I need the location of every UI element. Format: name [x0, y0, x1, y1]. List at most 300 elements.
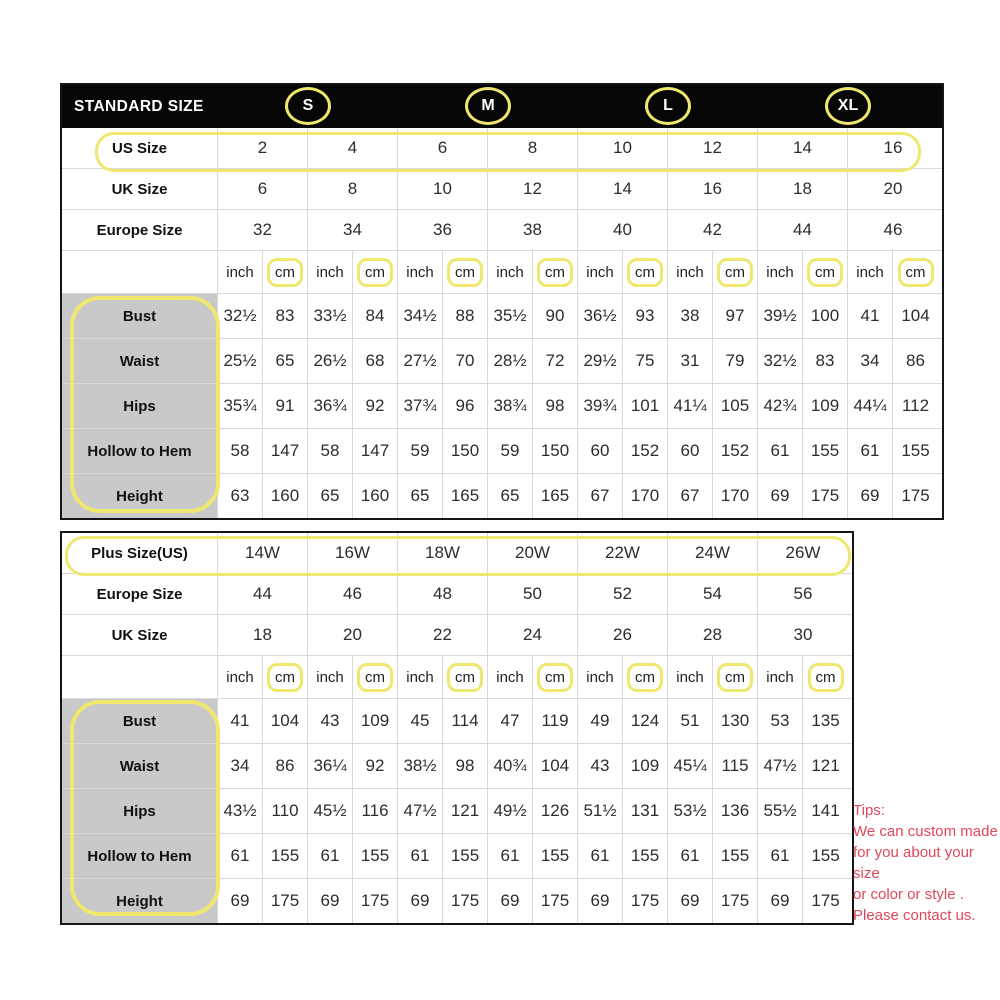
cm-unit-cell: [263, 251, 308, 293]
measurement-value-cell: 116: [353, 789, 398, 833]
inch-label: inch: [406, 263, 434, 281]
measurement-value-cell: 69: [308, 879, 353, 923]
measurement-value-cell: 47: [488, 699, 533, 743]
measurement-value-cell: 124: [623, 699, 668, 743]
inch-label: inch: [676, 668, 704, 686]
size-row: [62, 168, 942, 209]
unit-row-label: [62, 251, 218, 293]
size-value-cell: 10: [398, 169, 488, 209]
measurement-value-cell: 59: [488, 429, 533, 473]
size-letter-highlight-circle: [645, 87, 691, 125]
size-value-cell: 18W: [398, 533, 488, 573]
cm-unit-cell: [803, 251, 848, 293]
tips-line: or color or style .: [853, 886, 964, 903]
measurement-row: [62, 338, 942, 383]
measurement-value-cell: 155: [443, 834, 488, 878]
size-value-cell: 46: [308, 574, 398, 614]
standard-size-title: STANDARD SIZE: [74, 97, 204, 115]
measurement-value-cell: 109: [353, 699, 398, 743]
size-row-label: Europe Size: [62, 210, 218, 250]
cm-label-highlighted: cm: [447, 663, 483, 692]
cm-label-highlighted: cm: [807, 258, 843, 287]
inch-unit-cell: [308, 251, 353, 293]
measurement-value-cell: 86: [906, 351, 925, 370]
inch-label: inch: [406, 668, 434, 686]
measurement-value-cell: 39½: [758, 294, 803, 338]
measurement-value-cell: 152: [623, 429, 668, 473]
measurement-value-cell: 88: [443, 294, 488, 338]
measurement-value-cell: 65: [263, 339, 308, 383]
size-value-cell: 56: [793, 584, 813, 603]
measurement-value-cell: 60: [668, 429, 713, 473]
inch-label: inch: [316, 263, 344, 281]
size-value-cell: 48: [398, 574, 488, 614]
measurement-value-cell: 65: [398, 474, 443, 518]
plus-size-table: [60, 531, 854, 925]
size-letter-highlight-circle: [285, 87, 331, 125]
measurement-value-cell: 175: [901, 486, 930, 505]
measurement-value-cell: 104: [533, 744, 578, 788]
measurement-value-cell: 34: [218, 744, 263, 788]
size-value-cell: 26W: [785, 543, 821, 562]
measurement-row: [62, 293, 942, 338]
measurement-value-cell: 98: [533, 384, 578, 428]
cm-label-highlighted: cm: [627, 258, 663, 287]
tips-line: We can custom made: [853, 823, 998, 840]
inch-unit-cell: [398, 251, 443, 293]
cm-label-highlighted: cm: [717, 663, 753, 692]
measurement-value-cell: 92: [353, 744, 398, 788]
cm-label-highlighted: cm: [267, 663, 303, 692]
measurement-value-cell: 41: [218, 699, 263, 743]
size-row: [62, 209, 942, 250]
size-value-cell: 8: [488, 128, 578, 168]
standard-size-header: [62, 85, 942, 128]
measurement-value-cell: 35½: [488, 294, 533, 338]
inch-label: inch: [226, 668, 254, 686]
measurement-value-cell: 72: [533, 339, 578, 383]
size-value-cell: 20: [883, 179, 903, 198]
size-value-cell: 54: [668, 574, 758, 614]
measurement-row: [62, 788, 852, 833]
unit-header-row: [62, 655, 852, 698]
measurement-row-label: Hips: [62, 384, 218, 428]
measurement-value-cell: 136: [713, 789, 758, 833]
measurement-value-cell: 69: [848, 474, 893, 518]
inch-unit-cell: [578, 656, 623, 698]
size-value-cell: 22W: [578, 533, 668, 573]
cm-unit-cell: [263, 656, 308, 698]
measurement-row-label: Waist: [62, 744, 218, 788]
measurement-row-label: Bust: [62, 294, 218, 338]
cm-unit-cell: [533, 251, 578, 293]
measurement-row: [62, 698, 852, 743]
measurement-row-label: Bust: [62, 699, 218, 743]
measurement-value-cell: 135: [811, 711, 840, 730]
measurement-value-cell: 53½: [668, 789, 713, 833]
cm-label-highlighted: cm: [627, 663, 663, 692]
measurement-value-cell: 160: [263, 474, 308, 518]
measurement-value-cell: 147: [353, 429, 398, 473]
size-value-cell: 16W: [308, 533, 398, 573]
size-value-cell: 18: [218, 615, 308, 655]
measurement-value-cell: 110: [263, 789, 308, 833]
measurement-value-cell: 49½: [488, 789, 533, 833]
standard-size-table: [60, 83, 944, 520]
measurement-value-cell: 59: [398, 429, 443, 473]
measurement-value-cell: 131: [623, 789, 668, 833]
measurement-value-cell: 42¾: [758, 384, 803, 428]
cm-unit-cell: [893, 251, 938, 293]
cm-label-highlighted: cm: [717, 258, 753, 287]
measurement-value-cell: 98: [443, 744, 488, 788]
measurement-value-cell: 35¾: [218, 384, 263, 428]
measurement-value-cell: 61: [308, 834, 353, 878]
measurement-value-cell: 155: [811, 846, 840, 865]
size-value-cell: 36: [398, 210, 488, 250]
measurement-row: [62, 878, 852, 923]
size-value-cell: 28: [668, 615, 758, 655]
size-value-cell: 14: [578, 169, 668, 209]
measurement-value-cell: 38½: [398, 744, 443, 788]
tips-note: [853, 800, 1000, 926]
inch-unit-cell: [218, 251, 263, 293]
measurement-value-cell: 68: [353, 339, 398, 383]
size-value-cell: 16: [883, 138, 903, 157]
size-row-label: Europe Size: [62, 574, 218, 614]
measurement-row-label: Hips: [62, 789, 218, 833]
measurement-value-cell: 53: [758, 699, 803, 743]
measurement-row-label: Height: [62, 879, 218, 923]
inch-unit-cell: [578, 251, 623, 293]
measurement-value-cell: 61: [578, 834, 623, 878]
measurement-value-cell: 121: [443, 789, 488, 833]
size-value-cell: 20: [308, 615, 398, 655]
cm-label-highlighted: cm: [357, 258, 393, 287]
inch-label: inch: [226, 263, 254, 281]
measurement-value-cell: 155: [263, 834, 308, 878]
cm-unit-cell: [623, 656, 668, 698]
size-value-cell: 34: [308, 210, 398, 250]
measurement-value-cell: 61: [848, 429, 893, 473]
cm-unit-cell: [443, 251, 488, 293]
measurement-row: [62, 428, 942, 473]
inch-unit-cell: [758, 251, 803, 293]
measurement-value-cell: 69: [578, 879, 623, 923]
size-value-cell: 42: [668, 210, 758, 250]
measurement-value-cell: 112: [901, 396, 930, 415]
measurement-value-cell: 45: [398, 699, 443, 743]
measurement-value-cell: 175: [443, 879, 488, 923]
measurement-value-cell: 155: [713, 834, 758, 878]
measurement-value-cell: 150: [533, 429, 578, 473]
measurement-value-cell: 45¼: [668, 744, 713, 788]
plus-size-body: [62, 533, 852, 923]
measurement-value-cell: 104: [263, 699, 308, 743]
size-value-cell: 26: [578, 615, 668, 655]
measurement-value-cell: 44¼: [848, 384, 893, 428]
tips-line: Please contact us.: [853, 907, 976, 924]
measurement-value-cell: 29½: [578, 339, 623, 383]
measurement-value-cell: 69: [758, 474, 803, 518]
inch-unit-cell: [488, 656, 533, 698]
measurement-value-cell: 114: [443, 699, 488, 743]
measurement-row: [62, 743, 852, 788]
measurement-value-cell: 63: [218, 474, 263, 518]
measurement-value-cell: 34: [848, 339, 893, 383]
size-row-label: UK Size: [62, 615, 218, 655]
size-value-cell: 18: [758, 169, 848, 209]
measurement-value-cell: 36¾: [308, 384, 353, 428]
measurement-value-cell: 69: [488, 879, 533, 923]
cm-label-highlighted: cm: [898, 258, 934, 287]
measurement-value-cell: 61: [218, 834, 263, 878]
size-value-cell: 30: [793, 625, 813, 644]
measurement-value-cell: 60: [578, 429, 623, 473]
inch-unit-cell: [488, 251, 533, 293]
measurement-value-cell: 115: [713, 744, 758, 788]
size-value-cell: 6: [218, 169, 308, 209]
measurement-value-cell: 40¾: [488, 744, 533, 788]
size-row: [62, 573, 852, 614]
cm-unit-cell: [353, 656, 398, 698]
measurement-value-cell: 101: [623, 384, 668, 428]
cm-unit-cell: [623, 251, 668, 293]
inch-unit-cell: [398, 656, 443, 698]
measurement-value-cell: 26½: [308, 339, 353, 383]
size-value-cell: 24W: [668, 533, 758, 573]
size-letter-highlight-circle: [465, 87, 511, 125]
cm-unit-cell: [443, 656, 488, 698]
size-row: [62, 533, 852, 573]
measurement-value-cell: 175: [533, 879, 578, 923]
inch-label: inch: [496, 668, 524, 686]
measurement-value-cell: 155: [803, 429, 848, 473]
inch-label: inch: [856, 263, 884, 281]
measurement-value-cell: 47½: [758, 744, 803, 788]
measurement-value-cell: 43: [578, 744, 623, 788]
inch-unit-cell: [218, 656, 263, 698]
measurement-value-cell: 155: [353, 834, 398, 878]
size-value-cell: 16: [668, 169, 758, 209]
measurement-value-cell: 175: [263, 879, 308, 923]
measurement-value-cell: 155: [901, 441, 930, 460]
measurement-value-cell: 58: [308, 429, 353, 473]
size-row: [62, 614, 852, 655]
measurement-value-cell: 41: [848, 294, 893, 338]
measurement-value-cell: 61: [488, 834, 533, 878]
size-row: [62, 128, 942, 168]
cm-label-highlighted: cm: [537, 258, 573, 287]
measurement-row: [62, 833, 852, 878]
cm-unit-cell: [533, 656, 578, 698]
size-letter: S: [302, 97, 314, 114]
size-value-cell: 40: [578, 210, 668, 250]
tips-title: Tips:: [853, 802, 885, 819]
measurement-value-cell: 65: [488, 474, 533, 518]
measurement-value-cell: 67: [578, 474, 623, 518]
measurement-value-cell: 175: [353, 879, 398, 923]
size-row-label: US Size: [62, 128, 218, 168]
size-value-cell: 38: [488, 210, 578, 250]
measurement-value-cell: 31: [668, 339, 713, 383]
inch-label: inch: [586, 668, 614, 686]
measurement-value-cell: 45½: [308, 789, 353, 833]
measurement-row-label: Hollow to Hem: [62, 429, 218, 473]
measurement-value-cell: 36¼: [308, 744, 353, 788]
inch-unit-cell: [758, 656, 803, 698]
measurement-value-cell: 104: [901, 306, 930, 325]
measurement-value-cell: 69: [218, 879, 263, 923]
measurement-value-cell: 170: [713, 474, 758, 518]
measurement-value-cell: 38¾: [488, 384, 533, 428]
inch-unit-cell: [668, 251, 713, 293]
cm-label-highlighted: cm: [537, 663, 573, 692]
measurement-value-cell: 61: [758, 429, 803, 473]
size-value-cell: 12: [668, 128, 758, 168]
measurement-value-cell: 175: [803, 474, 848, 518]
size-value-cell: 6: [398, 128, 488, 168]
measurement-value-cell: 170: [623, 474, 668, 518]
measurement-value-cell: 36½: [578, 294, 623, 338]
measurement-value-cell: 105: [713, 384, 758, 428]
measurement-value-cell: 55½: [758, 789, 803, 833]
size-value-cell: 50: [488, 574, 578, 614]
cm-unit-cell: [353, 251, 398, 293]
measurement-value-cell: 126: [533, 789, 578, 833]
size-letter: L: [663, 97, 673, 114]
measurement-value-cell: 109: [623, 744, 668, 788]
unit-row-label: [62, 656, 218, 698]
measurement-value-cell: 175: [811, 891, 840, 910]
measurement-row-label: Waist: [62, 339, 218, 383]
measurement-value-cell: 37¾: [398, 384, 443, 428]
measurement-value-cell: 91: [263, 384, 308, 428]
cm-unit-cell: [803, 656, 848, 698]
measurement-value-cell: 47½: [398, 789, 443, 833]
measurement-value-cell: 51: [668, 699, 713, 743]
measurement-value-cell: 61: [758, 834, 803, 878]
measurement-value-cell: 155: [623, 834, 668, 878]
measurement-value-cell: 155: [533, 834, 578, 878]
measurement-value-cell: 90: [533, 294, 578, 338]
inch-unit-cell: [848, 251, 893, 293]
measurement-row: [62, 383, 942, 428]
measurement-value-cell: 100: [803, 294, 848, 338]
inch-unit-cell: [668, 656, 713, 698]
measurement-value-cell: 61: [668, 834, 713, 878]
measurement-value-cell: 38: [668, 294, 713, 338]
measurement-value-cell: 32½: [218, 294, 263, 338]
measurement-value-cell: 69: [398, 879, 443, 923]
inch-label: inch: [766, 668, 794, 686]
measurement-value-cell: 175: [713, 879, 758, 923]
measurement-value-cell: 70: [443, 339, 488, 383]
measurement-value-cell: 160: [353, 474, 398, 518]
size-value-cell: 32: [218, 210, 308, 250]
size-value-cell: 44: [758, 210, 848, 250]
inch-label: inch: [586, 263, 614, 281]
size-value-cell: 10: [578, 128, 668, 168]
size-value-cell: 44: [218, 574, 308, 614]
size-row-label: UK Size: [62, 169, 218, 209]
size-value-cell: 22: [398, 615, 488, 655]
size-letter-highlight-circle: [825, 87, 871, 125]
cm-label-highlighted: cm: [267, 258, 303, 287]
measurement-value-cell: 49: [578, 699, 623, 743]
measurement-value-cell: 69: [668, 879, 713, 923]
measurement-row: [62, 473, 942, 518]
measurement-value-cell: 96: [443, 384, 488, 428]
measurement-value-cell: 41¼: [668, 384, 713, 428]
size-row-label: Plus Size(US): [62, 533, 218, 573]
measurement-value-cell: 92: [353, 384, 398, 428]
cm-label-highlighted: cm: [357, 663, 393, 692]
measurement-value-cell: 58: [218, 429, 263, 473]
measurement-value-cell: 93: [623, 294, 668, 338]
size-value-cell: 12: [488, 169, 578, 209]
size-value-cell: 24: [488, 615, 578, 655]
measurement-value-cell: 119: [533, 699, 578, 743]
size-value-cell: 52: [578, 574, 668, 614]
measurement-value-cell: 32½: [758, 339, 803, 383]
measurement-value-cell: 69: [758, 879, 803, 923]
standard-size-body: [62, 128, 942, 518]
cm-unit-cell: [713, 251, 758, 293]
measurement-row-label: Hollow to Hem: [62, 834, 218, 878]
measurement-value-cell: 34½: [398, 294, 443, 338]
measurement-value-cell: 65: [308, 474, 353, 518]
measurement-value-cell: 165: [443, 474, 488, 518]
measurement-value-cell: 175: [623, 879, 668, 923]
measurement-value-cell: 84: [353, 294, 398, 338]
size-value-cell: 46: [883, 220, 903, 239]
measurement-value-cell: 147: [263, 429, 308, 473]
measurement-row-label: Height: [62, 474, 218, 518]
measurement-value-cell: 27½: [398, 339, 443, 383]
measurement-value-cell: 79: [713, 339, 758, 383]
measurement-value-cell: 39¾: [578, 384, 623, 428]
measurement-value-cell: 97: [713, 294, 758, 338]
size-value-cell: 14: [758, 128, 848, 168]
measurement-value-cell: 43½: [218, 789, 263, 833]
size-letter: XL: [837, 97, 859, 114]
size-value-cell: 14W: [218, 533, 308, 573]
measurement-value-cell: 152: [713, 429, 758, 473]
measurement-value-cell: 121: [811, 756, 840, 775]
measurement-value-cell: 61: [398, 834, 443, 878]
measurement-value-cell: 165: [533, 474, 578, 518]
size-value-cell: 8: [308, 169, 398, 209]
inch-label: inch: [676, 263, 704, 281]
size-value-cell: 4: [308, 128, 398, 168]
measurement-value-cell: 83: [263, 294, 308, 338]
measurement-value-cell: 83: [803, 339, 848, 383]
tips-line: for you about your size: [853, 844, 974, 882]
measurement-value-cell: 25½: [218, 339, 263, 383]
size-value-cell: 2: [218, 128, 308, 168]
cm-label-highlighted: cm: [808, 663, 844, 692]
inch-label: inch: [316, 668, 344, 686]
size-value-cell: 20W: [488, 533, 578, 573]
measurement-value-cell: 75: [623, 339, 668, 383]
measurement-value-cell: 28½: [488, 339, 533, 383]
measurement-value-cell: 150: [443, 429, 488, 473]
measurement-value-cell: 43: [308, 699, 353, 743]
inch-label: inch: [496, 263, 524, 281]
measurement-value-cell: 51½: [578, 789, 623, 833]
measurement-value-cell: 67: [668, 474, 713, 518]
